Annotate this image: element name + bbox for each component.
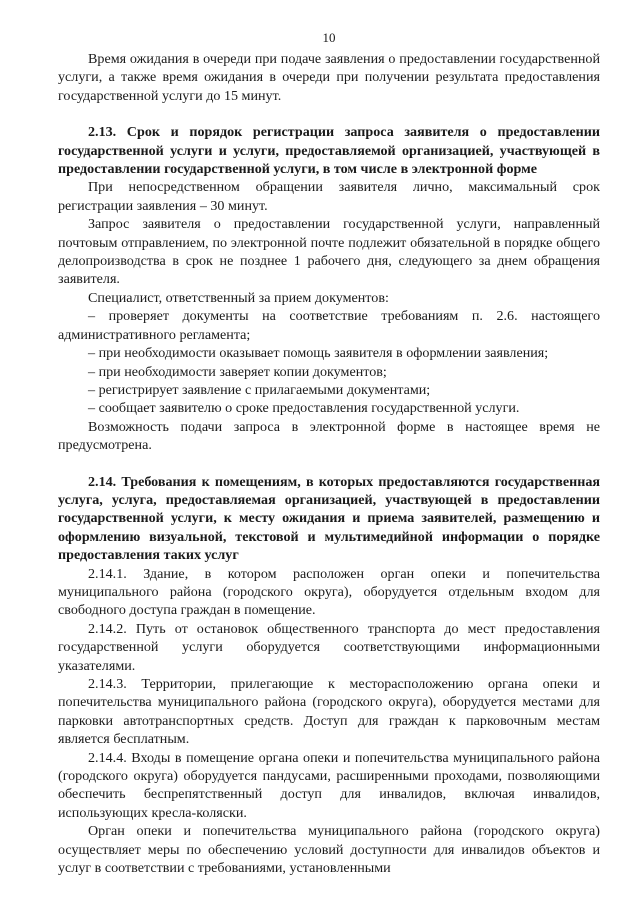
page-number: 10 (322, 30, 336, 45)
section-2-13-list-item: – при необходимости оказывает помощь заявителя в оформлении заявления; (88, 345, 549, 362)
section-2-13-list-item: – проверяет документы на соответствие требованиям п. 2.6. настоящего административного регламента; (58, 308, 600, 343)
section-2-14-paragraph: 2.14.3. Территории, прилегающие к месторасположению органа опеки и попечительства муниципального района (городского округа), оборудуется местами для парковки автотранспортных средств. Доступ для граждан к парковочным местам является бесплатным. (58, 676, 600, 748)
section-2-13-list-item: – при необходимости заверяет копии документов; (88, 363, 387, 380)
section-2-13-list-item: – сообщает заявителю о сроке предоставления государственной услуги. (88, 400, 520, 417)
section-2-14-heading: 2.14. Требования к помещениям, в которых предоставляются государственная услуга, услуга, предоставляемая организацией, участвующей в предоставлении государственной услуги, к месту ожидания и приема заявителей, размещению и оформлению визуальной, текстовой и мультимедийной информации о порядке предоставления таких услуг (58, 473, 600, 564)
section-2-13-paragraph: Запрос заявителя о предоставлении государственной услуги, направленный почтовым отправлением, по электронной почте подлежит обязательной в порядке общего делопроизводства в срок не позднее 1 рабочего дня, следующего за днем обращения заявителя. (58, 216, 600, 288)
section-2-14-paragraph: 2.14.4. Входы в помещение органа опеки и попечительства муниципального района (городского округа) оборудуется пандусами, расширенными проходами, позволяющими обеспечить беспрепятственный доступ для инвалидов, включая инвалидов, использующих кресла-коляски. (58, 749, 600, 821)
section-2-13-paragraph: При непосредственном обращении заявителя лично, максимальный срок регистрации заявления – 30 минут. (58, 179, 600, 214)
section-2-13-list-item: – регистрирует заявление с прилагаемыми документами; (88, 381, 431, 398)
section-2-14-paragraph: Орган опеки и попечительства муниципального района (городского округа) осуществляет меры по обеспечению условий доступности для инвалидов объектов и услуг в соответствии с требованиями, установленными (58, 823, 600, 877)
intro-paragraph: Время ожидания в очереди при подаче заявления о предоставлении государственной услуги, а также время ожидания в очереди при получении результата предоставления государственной услуги до 15 минут. (58, 51, 600, 104)
page-content (58, 30, 600, 877)
section-2-13-heading: 2.13. Срок и порядок регистрации запроса заявителя о предоставлении государственной услуги и услуги, предоставляемой организацией, участвующей в предоставлении государственной услуги, в том числе в электронной форме (58, 124, 600, 178)
section-2-13-paragraph: Возможность подачи запроса в электронной форме в настоящее время не предусмотрена. (58, 418, 600, 454)
section-2-13-paragraph: Специалист, ответственный за прием документов: (88, 289, 389, 306)
section-2-14-paragraph: 2.14.1. Здание, в котором расположен орган опеки и попечительства муниципального района (городского округа), оборудуется отдельным входом для свободного доступа граждан в помещение. (58, 565, 600, 619)
section-2-14-paragraph: 2.14.2. Путь от остановок общественного транспорта до мест предоставления государственной услуги оборудуется соответствующими информационными указателями. (58, 620, 600, 674)
